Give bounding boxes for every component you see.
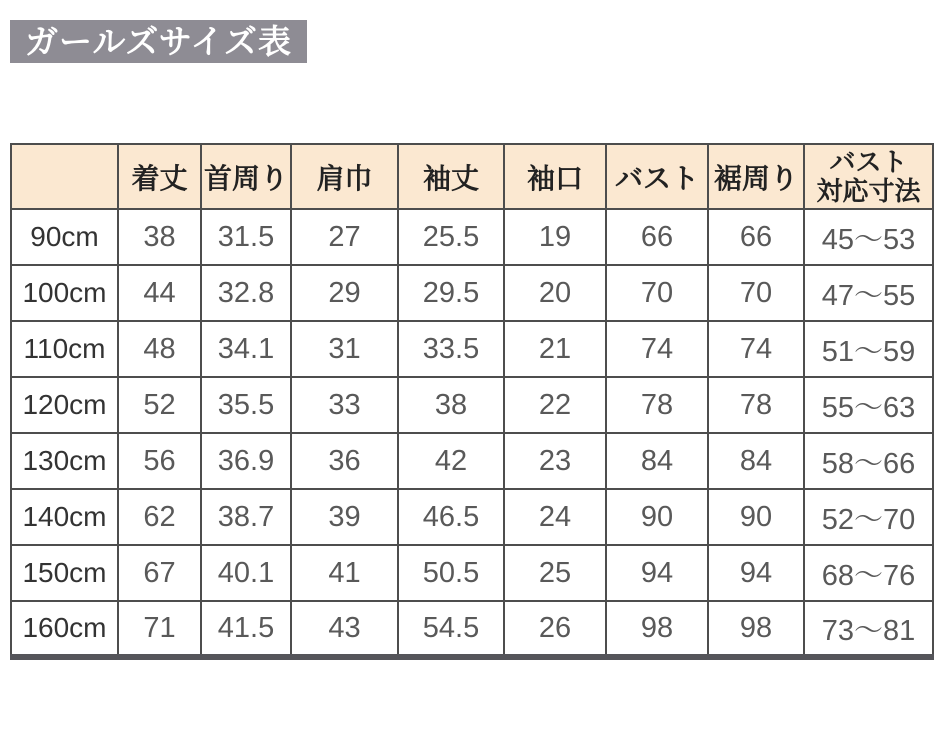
table-cell: 33 <box>291 377 398 433</box>
table-cell: 32.8 <box>201 265 291 321</box>
table-cell: 56 <box>118 433 201 489</box>
table-cell: 35.5 <box>201 377 291 433</box>
table-row <box>11 321 933 377</box>
table-row <box>11 209 933 265</box>
table-cell: 90 <box>606 489 708 545</box>
table-cell: 31 <box>291 321 398 377</box>
header-row <box>11 144 933 209</box>
table-row <box>11 433 933 489</box>
row-header-size: 120cm <box>11 377 118 433</box>
table-cell: 62 <box>118 489 201 545</box>
row-header-size: 110cm <box>11 321 118 377</box>
table-cell: 84 <box>708 433 804 489</box>
table-cell: 46.5 <box>398 489 504 545</box>
table-cell: 36.9 <box>201 433 291 489</box>
table-cell: 70 <box>708 265 804 321</box>
table-cell: 66 <box>708 209 804 265</box>
table-cell: 47〜55 <box>804 265 933 321</box>
page-title: ガールズサイズ表 <box>10 20 307 63</box>
table-cell: 41 <box>291 545 398 601</box>
table-cell: 94 <box>708 545 804 601</box>
table-cell: 66 <box>606 209 708 265</box>
table-cell: 20 <box>504 265 606 321</box>
girls-size-table <box>10 143 934 660</box>
header-cell-sleeve-length: 袖丈 <box>398 144 504 209</box>
header-cell-bust-range <box>804 144 933 209</box>
table-cell: 29 <box>291 265 398 321</box>
header-cell-shoulder: 肩巾 <box>291 144 398 209</box>
table-cell: 68〜76 <box>804 545 933 601</box>
table-cell: 44 <box>118 265 201 321</box>
table-body <box>11 209 933 657</box>
table-cell: 98 <box>606 601 708 657</box>
row-header-size: 160cm <box>11 601 118 657</box>
table-cell: 24 <box>504 489 606 545</box>
table-cell: 98 <box>708 601 804 657</box>
table-cell: 41.5 <box>201 601 291 657</box>
header-cell-cuff: 袖口 <box>504 144 606 209</box>
table-cell: 23 <box>504 433 606 489</box>
table-cell: 38.7 <box>201 489 291 545</box>
table-cell: 51〜59 <box>804 321 933 377</box>
table-cell: 84 <box>606 433 708 489</box>
table-cell: 73〜81 <box>804 601 933 657</box>
table-cell: 78 <box>708 377 804 433</box>
table-cell: 27 <box>291 209 398 265</box>
table-cell: 38 <box>118 209 201 265</box>
table-cell: 43 <box>291 601 398 657</box>
table-cell: 29.5 <box>398 265 504 321</box>
table-cell: 19 <box>504 209 606 265</box>
table-cell: 74 <box>708 321 804 377</box>
header-cell-neck: 首周り <box>201 144 291 209</box>
header-cell-bust: バスト <box>606 144 708 209</box>
table-cell: 34.1 <box>201 321 291 377</box>
table-cell: 25 <box>504 545 606 601</box>
table-cell: 58〜66 <box>804 433 933 489</box>
table-cell: 70 <box>606 265 708 321</box>
table-cell: 22 <box>504 377 606 433</box>
table-cell: 45〜53 <box>804 209 933 265</box>
table-cell: 39 <box>291 489 398 545</box>
table-cell: 25.5 <box>398 209 504 265</box>
table-cell: 33.5 <box>398 321 504 377</box>
row-header-size: 90cm <box>11 209 118 265</box>
table-cell: 67 <box>118 545 201 601</box>
row-header-size: 130cm <box>11 433 118 489</box>
table-cell: 31.5 <box>201 209 291 265</box>
table-cell: 42 <box>398 433 504 489</box>
header-cell-empty <box>11 144 118 209</box>
header-bust-range-line2: 対応寸法 <box>816 175 921 206</box>
table-cell: 94 <box>606 545 708 601</box>
table-cell: 26 <box>504 601 606 657</box>
table-cell: 50.5 <box>398 545 504 601</box>
row-header-size: 140cm <box>11 489 118 545</box>
table-cell: 54.5 <box>398 601 504 657</box>
row-header-size: 100cm <box>11 265 118 321</box>
table-row <box>11 265 933 321</box>
table-row <box>11 489 933 545</box>
table-cell: 36 <box>291 433 398 489</box>
header-cell-body-length: 着丈 <box>118 144 201 209</box>
row-header-size: 150cm <box>11 545 118 601</box>
table-row <box>11 545 933 601</box>
table-row <box>11 377 933 433</box>
header-cell-hem: 裾周り <box>708 144 804 209</box>
table-row <box>11 601 933 657</box>
table-cell: 21 <box>504 321 606 377</box>
table-cell: 74 <box>606 321 708 377</box>
table-cell: 71 <box>118 601 201 657</box>
header-bust-range-line1: バスト <box>829 146 908 177</box>
table-cell: 40.1 <box>201 545 291 601</box>
table-cell: 78 <box>606 377 708 433</box>
table-cell: 38 <box>398 377 504 433</box>
table-cell: 48 <box>118 321 201 377</box>
table-cell: 55〜63 <box>804 377 933 433</box>
table-cell: 52 <box>118 377 201 433</box>
table-cell: 52〜70 <box>804 489 933 545</box>
table-cell: 90 <box>708 489 804 545</box>
